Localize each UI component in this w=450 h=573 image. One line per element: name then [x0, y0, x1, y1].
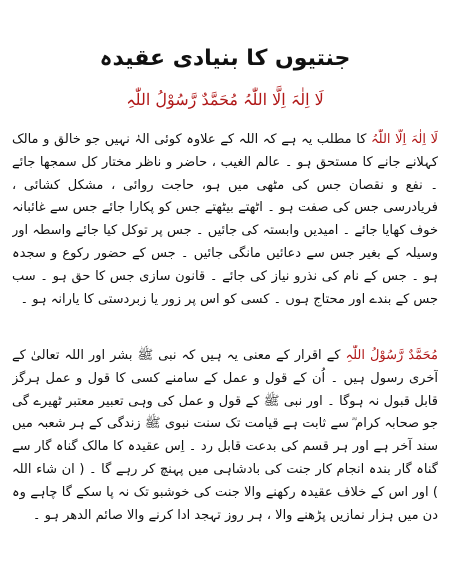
- paragraph-lead-la-ilaha: لَا اِلٰہَ اِلَّا اللّٰہُ: [371, 132, 438, 147]
- paragraph-lead-muhammad-rasool: مُحَمَّدٌ رَّسُوْلُ اللّٰہِ: [345, 348, 438, 363]
- paragraph-muhammad-rasool: [12, 345, 438, 567]
- kalima-heading: لَا اِلٰہَ اِلَّا اللّٰہُ مُحَمَّدٌ رَّسُوْلُ اللّٰہِ: [126, 90, 324, 109]
- paragraph-text-la-ilaha: کا مطلب یہ ہے کہ اللہ کے علاوہ کوئی الہٰ نہیں جو خالق و مالک کہلانے جانے کا مستحق ہو ۔ عالم الغیب ، حاضر و ناظر مختار کل سمجھا جائے ۔ نفع و نقصان جس کی مٹھی میں ہو، حاجت روائی ، مشکل کشائی ، فریادرسی جس کی صفت ہو ۔ اٹھتے بیٹھتے جس کو پکارا جائے جس سے غائبانہ خوف کھایا جائے ۔ امیدیں وابستہ کی جائیں ۔ جس پر توکل کیا جائے واسطہ اور وسیلہ کے بغیر جس سے دعائیں مانگی جائیں ۔ جس کے حضور رکوع و سجدہ ہو ۔ جس کے نام کی نذرو نیاز کی جائے ۔ قانون سازی جس کا حق ہو ۔ سب جس کے بندے اور محتاج ہوں ۔ کسی کو اس پر زور یا زبردستی کا یارانہ ہو ۔: [12, 132, 438, 307]
- paragraph-text-muhammad-rasool: کے اقرار کے معنی یہ ہیں کہ نبی ﷺ بشر اور اللہ تعالیٰ کے آخری رسول ہیں ۔ اُن کے قول و عمل کے سامنے کسی کا قول و عمل ہرگز قابل قبول نہ ہوگا ۔ اور نبی ﷺ کے قول و عمل کی وہی تعبیر معتبر ٹھیرے گی جو صحابہ کرام ؓ سے ثابت ہے قیامت تک سنت نبوی ﷺ زندگی کے ہر شعبہ میں سند آخر ہے اور ہر قسم کی بدعت قابل رد ۔ اِس عقیدہ کا مالک گناہ گار سے گناہ گار بندہ انجام کار جنت کی بادشاہی میں پہنچ کر رہے گا ۔ ( ان شاء اللہ ) اور اس کے خلاف عقیدہ رکھنے والا جنت کی خوشبو تک نہ پا سکے گا چاہے وہ دن میں ہزار نمازیں پڑھنے والا ، ہر روز تہجد ادا کرنے والا صائم الدھر ہو ۔: [12, 348, 438, 523]
- paragraph-la-ilaha: [12, 129, 438, 344]
- page-title: جنتیوں کا بنیادی عقیدہ: [99, 46, 351, 71]
